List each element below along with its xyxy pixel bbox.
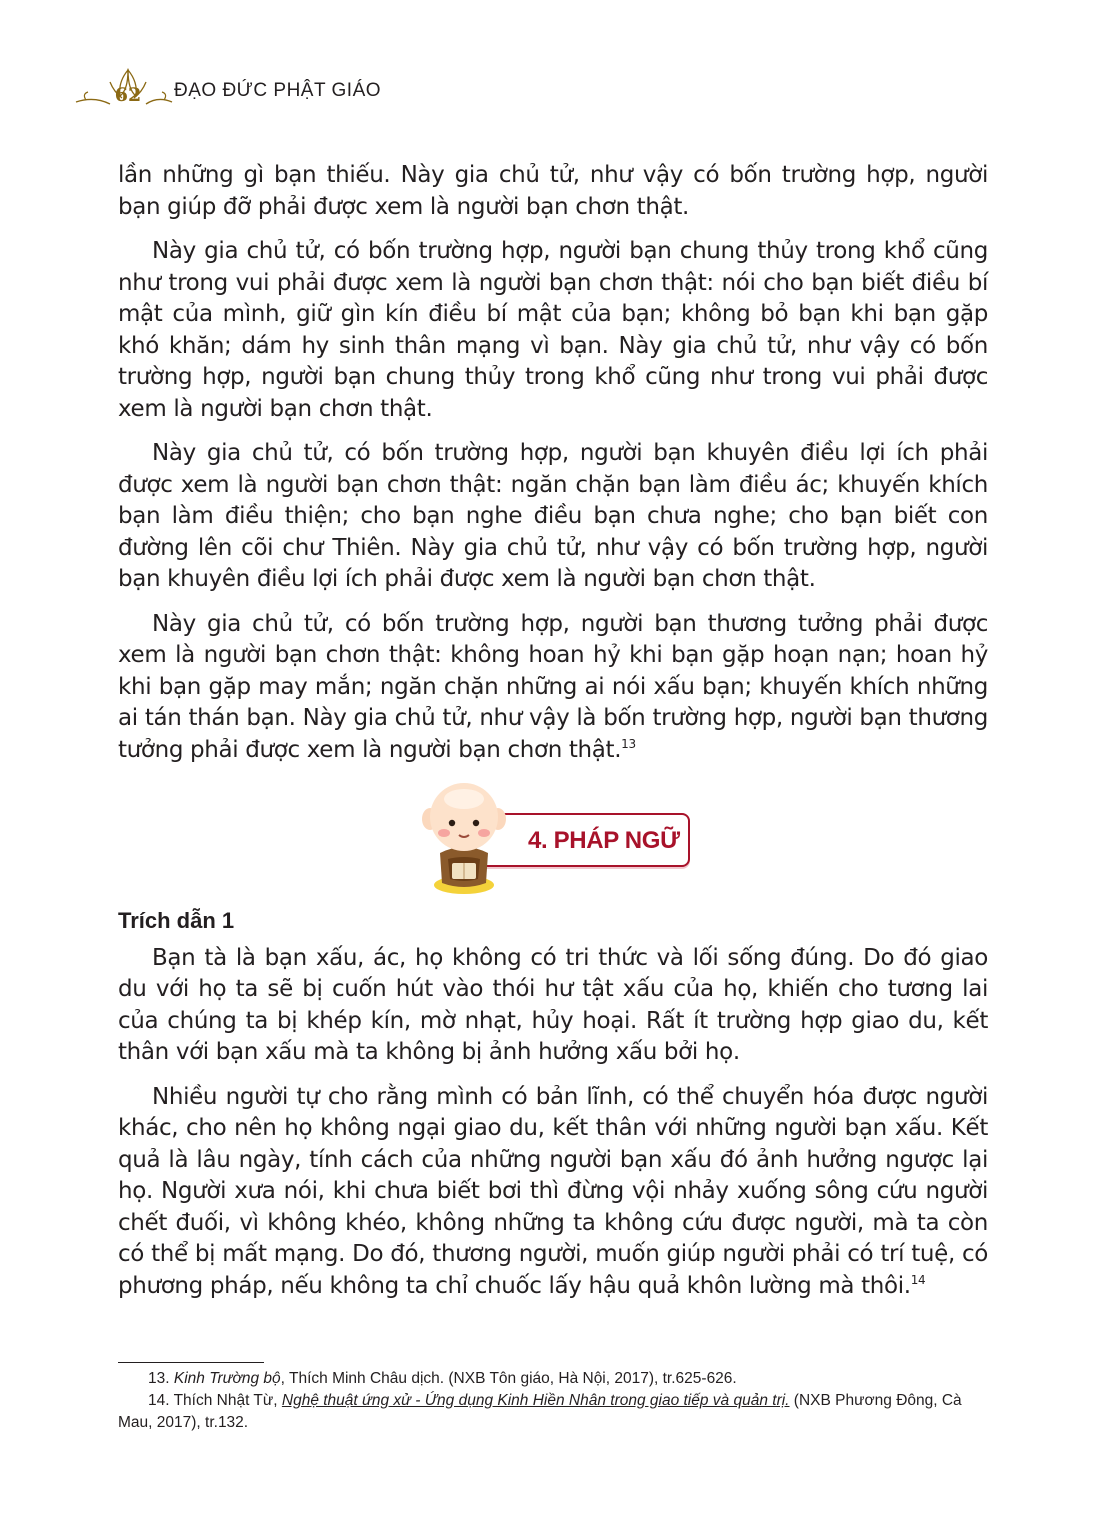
section-heading [118, 779, 988, 899]
page-number: 62 [114, 84, 142, 106]
section-title: 4. PHÁP NGỮ [528, 827, 680, 854]
paragraph [118, 609, 988, 767]
paragraph: lần những gì bạn thiếu. Này gia chủ tử, như vậy có bốn trường hợp, người bạn giúp đỡ phải được xem là người bạn chơn thật. [118, 162, 988, 220]
paragraph-text: Nhiều người tự cho rằng mình có bản lĩnh, có thể chuyển hóa được người khác, cho nên họ không ngại giao du, kết thân với những người bạn xấu. Kết quả là lâu ngày, tính cách của những người bạn xấu đó ảnh hưởng ngược lại họ. Người xưa nói, khi chưa biết bơi thì đừng vội nhảy xuống sông cứu người chết đuối, vì không khéo, không những ta không cứu được người, mà ta còn có thể bị mất mạng. Do đó, thương người, muốn giúp người phải có trí tuệ, có phương pháp, nếu không ta chỉ chuốc lấy hậu quả khôn lường mà thôi. [118, 1083, 988, 1299]
footnotes [118, 1368, 988, 1434]
main-text [118, 160, 988, 1315]
footnote-number: 13. [148, 1370, 170, 1387]
paragraph: Bạn tà là bạn xấu, ác, họ không có tri thức và lối sống đúng. Do đó giao du với họ ta sẽ bị cuốn hút vào thói hư tật xấu của họ, khiến cho tương lai của chúng ta bị khép kín, mờ nhạt, hủy hoại. Rất ít trường hợp giao du, kết thân với bạn xấu mà ta không bị ảnh hưởng xấu bởi họ. [118, 944, 988, 1065]
paragraph [118, 1082, 988, 1303]
footnote-title: Kinh Trường bộ [173, 1370, 281, 1387]
paragraph: Này gia chủ tử, có bốn trường hợp, người bạn chung thủy trong khổ cũng như trong vui phải được xem là người bạn chơn thật: nói cho bạn biết điều bí mật của mình, giữ gìn kín điều bí mật của bạn; không bỏ bạn khi bạn gặp khó khăn; dám hy sinh thân mạng vì bạn. Này gia chủ tử, như vậy có bốn trường hợp, người bạn chung thủy trong khổ cũng như trong vui phải được xem là người bạn chơn thật. [118, 238, 988, 422]
paragraph-text: Này gia chủ tử, có bốn trường hợp, người bạn thương tưởng phải được xem là người bạn chơn thật: không hoan hỷ khi bạn gặp hoạn nạn; hoan hỷ khi bạn gặp may mắn; ngăn chặn những ai nói xấu bạn; khuyến khích những ai tán thán bạn. Này gia chủ tử, như vậy là bốn trường hợp, người bạn thương tưởng phải được xem là người bạn chơn thật. [118, 610, 988, 763]
footnote-rest: (NXB Phương Đông, Cà Mau, 2017), tr.132. [118, 1392, 962, 1431]
footnote-ref-14: 14 [910, 1272, 926, 1287]
footnote-divider [118, 1362, 264, 1363]
footnote-rest: , Thích Minh Châu dịch. (NXB Tôn giáo, Hà Nội, 2017), tr.625-626. [280, 1370, 737, 1387]
page-header [74, 66, 474, 116]
footnote-number: 14. [148, 1392, 170, 1409]
citation-heading: Trích dẫn 1 [118, 908, 235, 933]
child-monk-reading-icon [418, 779, 518, 899]
footnote-ref-13: 13 [621, 736, 636, 751]
footnote-title: Nghệ thuật ứng xử - Ứng dụng Kinh Hiền Nhân trong giao tiếp và quản trị. [281, 1392, 790, 1409]
footnote-14 [118, 1390, 988, 1434]
footnote-13 [118, 1368, 988, 1390]
paragraph: Này gia chủ tử, có bốn trường hợp, người bạn khuyên điều lợi ích phải được xem là người bạn chơn thật: ngăn chặn bạn làm điều ác; khuyến khích bạn làm điều thiện; cho bạn nghe điều bạn chưa nghe; cho bạn biết con đường lên cõi chư Thiên. Này gia chủ tử, như vậy có bốn trường hợp, người bạn khuyên điều lợi ích phải được xem là người bạn chơn thật. [118, 440, 988, 592]
footnote-author: Thích Nhật Từ, [173, 1392, 282, 1409]
running-title: ĐẠO ĐỨC PHẬT GIÁO [174, 80, 382, 101]
